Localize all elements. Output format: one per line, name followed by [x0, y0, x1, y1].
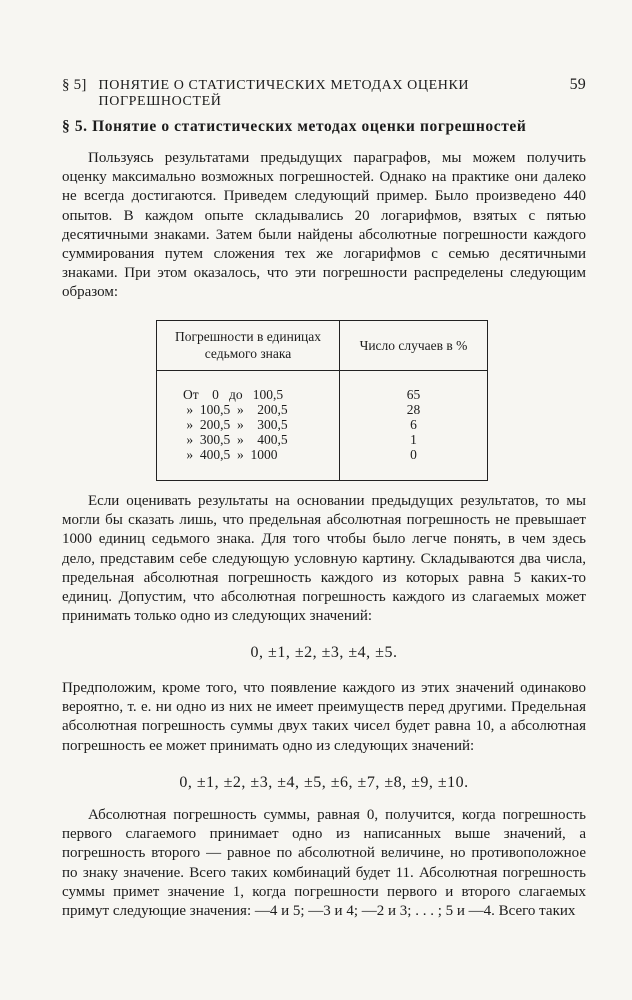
- table-cell-range: От 0 до 100,5: [183, 387, 284, 402]
- paragraph-2-text: Если оценивать результаты на основании предыдущих результатов, то мы могли бы сказать лишь, что предельная абсолютная погрешность не превышает 1000 единиц седьмого знака. Для того чтобы было легче понять, в чем здесь дело, представим себе следующую условную картину. Складываются два числа, предельная абсолютная погрешность каждого из которых равна 5 каких-то единиц. Допустим, что абсолютная погрешность каждого из слагаемых может принимать только одно из следующих значений:: [62, 493, 586, 625]
- table-header-case-percent: Число случаев в %: [340, 321, 488, 371]
- table-row: [157, 432, 488, 447]
- formula-values-single: 0, ±1, ±2, ±3, ±4, ±5.: [250, 644, 398, 661]
- table-cell-percent: 65: [340, 371, 488, 403]
- paragraph-3-text: Предположим, кроме того, что появление каждого из этих значений одинаково вероятно, т. е. ни одно из них не имеет преимуществ перед другими. Предельная абсолютная погрешность суммы двух таких чисел будет равна 10, а абсолютная погрешность ее может принимать одно из следующих значений:: [62, 680, 586, 754]
- table-header-error-range: Погрешности в единицах седьмого знака: [157, 321, 340, 371]
- page-number: 59: [569, 76, 586, 93]
- formula-values-sum: 0, ±1, ±2, ±3, ±4, ±5, ±6, ±7, ±8, ±9, ±10.: [179, 774, 469, 791]
- table-cell-percent: 0: [340, 447, 488, 481]
- table-row: [157, 371, 488, 403]
- running-header: [62, 76, 586, 110]
- table-cell-range: » 100,5 » 200,5: [183, 402, 288, 417]
- header-running-title: ПОНЯТИЕ О СТАТИСТИЧЕСКИХ МЕТОДАХ ОЦЕНКИ ПОГРЕШНОСТЕЙ: [98, 78, 470, 109]
- table-cell-range: » 200,5 » 300,5: [183, 417, 288, 432]
- paragraph-1-text: Пользуясь результатами предыдущих параграфов, мы можем получить оценку максимально возможных погрешностей. Однако на практике они далеко не всегда достигаются. Приведем следующий пример. Было произведено 440 опытов. В каждом опыте складывались 20 логарифмов, взятых с пятью десятичными знаками. Затем были найдены абсолютные погрешности каждого суммирования путем сложения тех же логарифмов с семью десятичными знаками. При этом оказалось, что эти погрешности распределены следующим образом:: [62, 150, 586, 301]
- table-cell-range: » 300,5 » 400,5: [183, 432, 288, 447]
- header-section-ref: § 5]: [62, 77, 87, 93]
- table-row: [157, 417, 488, 432]
- table-cell-percent: 1: [340, 432, 488, 447]
- paragraph-3: [62, 679, 586, 756]
- paragraph-1: [62, 149, 586, 303]
- table-cell-percent: 28: [340, 402, 488, 417]
- table-cell-range: » 400,5 » 1000: [183, 447, 278, 462]
- paragraph-4: [62, 806, 586, 921]
- table-cell-percent: 6: [340, 417, 488, 432]
- table-row: [157, 402, 488, 417]
- table-row: [157, 447, 488, 481]
- paragraph-2: [62, 492, 586, 626]
- section-title: § 5. Понятие о статистических методах оценки погрешностей: [62, 118, 527, 135]
- error-distribution-table: [156, 320, 488, 481]
- paragraph-4-text: Абсолютная погрешность суммы, равная 0, получится, когда погрешность первого слагаемого принимает одно из написанных выше значений, а погрешность второго — равное по абсолютной величине, но противоположное по знаку значение. Всего таких комбинаций будет 11. Абсолютная погрешность суммы примет значение 1, когда погрешности первого и второго слагаемых примут следующие значения: —4 и 5; —3 и 4; —2 и 3; . . . ; 5 и —4. Всего таких: [62, 807, 586, 920]
